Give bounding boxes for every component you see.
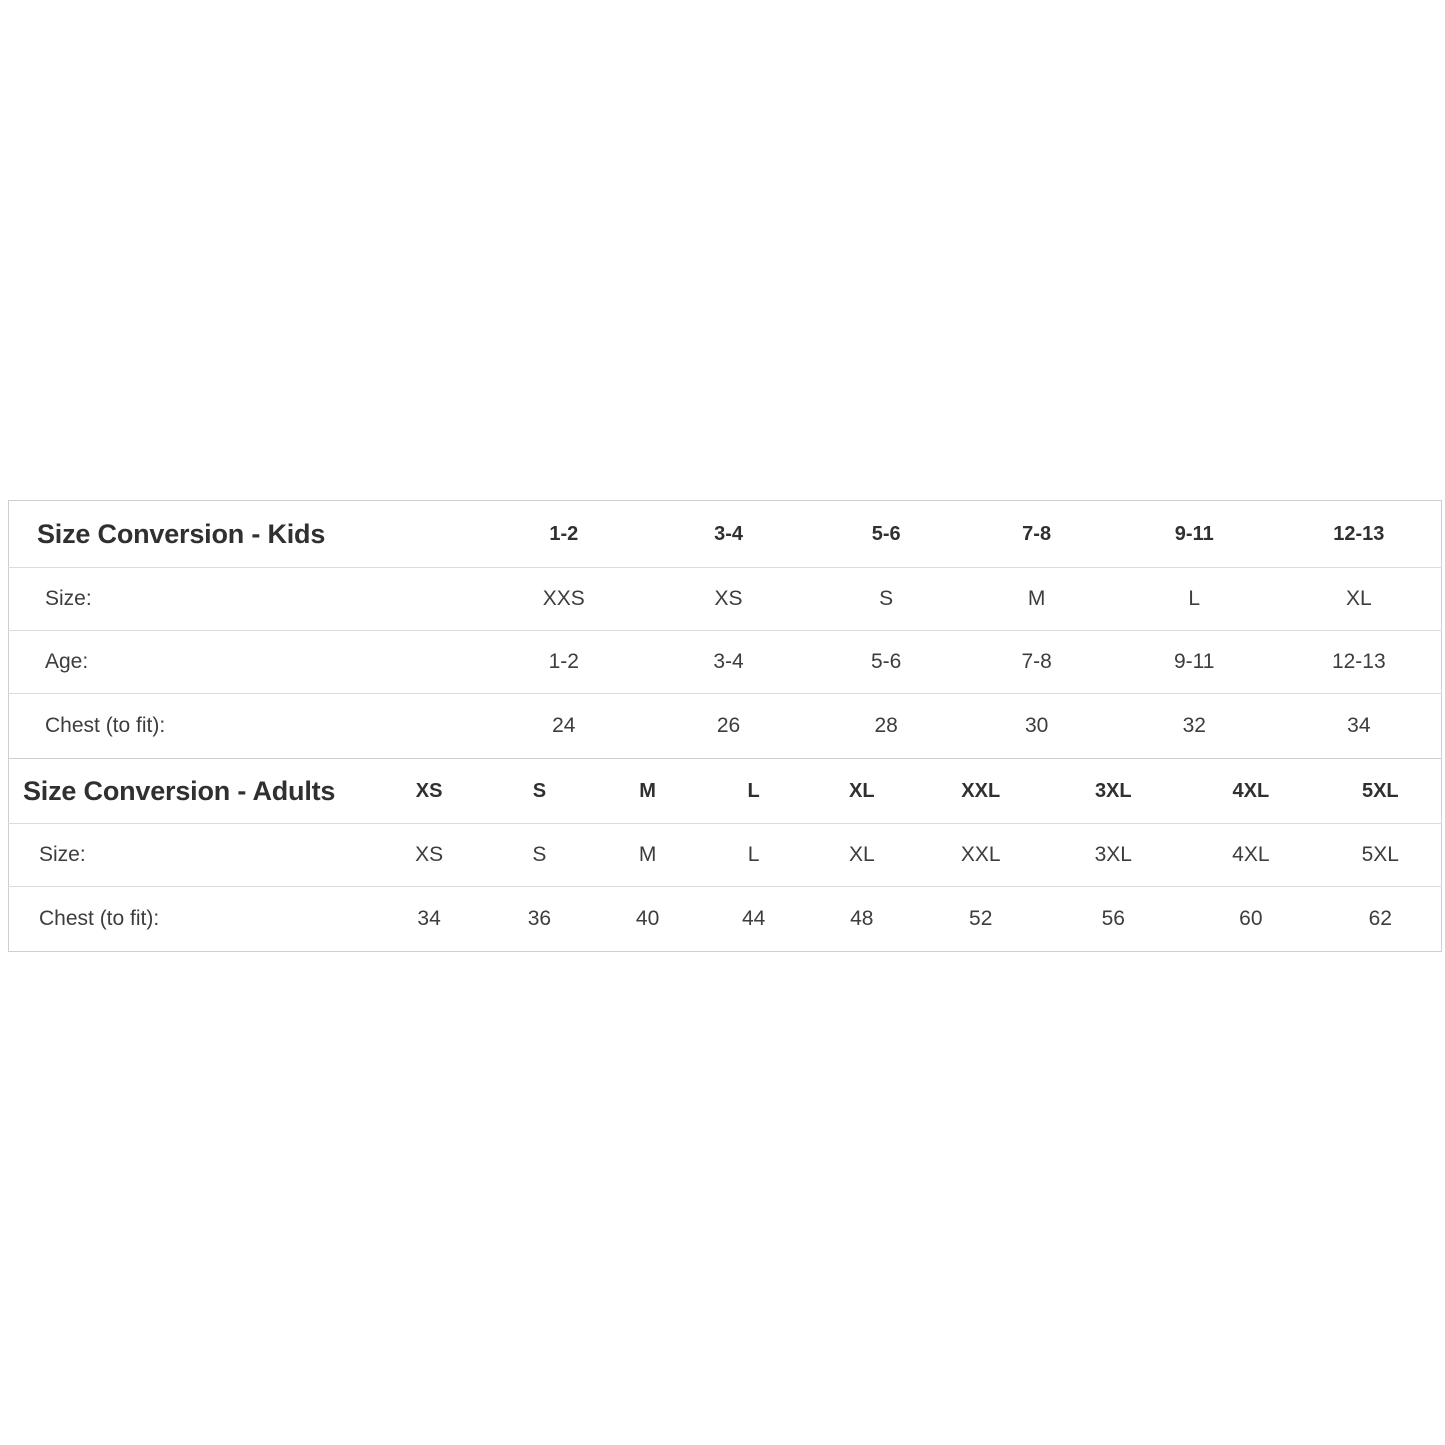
kids-cell: 7-8 [961, 631, 1111, 694]
kids-header-row [9, 501, 1442, 568]
adults-cell: 44 [701, 887, 807, 952]
kids-header-cell: 7-8 [1022, 522, 1052, 545]
kids-row-label: Chest (to fit): [9, 694, 482, 759]
adults-cell: 3XL [1045, 824, 1183, 887]
kids-row-label: Age: [9, 631, 482, 694]
kids-cell: XL [1277, 568, 1442, 631]
adults-header-cell: 3XL [1094, 779, 1132, 802]
adults-cell: 5XL [1320, 824, 1442, 887]
adults-cell: 40 [595, 887, 701, 952]
table-row [9, 694, 1442, 759]
table-row [9, 631, 1442, 694]
kids-cell: 34 [1277, 694, 1442, 759]
kids-cell: 3-4 [646, 631, 811, 694]
adults-cell: XL [807, 824, 917, 887]
table-row [9, 824, 1442, 887]
kids-size-table [8, 500, 1442, 759]
kids-cell: 32 [1112, 694, 1277, 759]
table-row [9, 887, 1442, 952]
kids-cell: 1-2 [481, 631, 646, 694]
size-tables-container [8, 500, 1442, 952]
adults-row-label: Size: [9, 824, 374, 887]
kids-header-cell: 9-11 [1174, 522, 1214, 545]
adults-header-cell: 5XL [1361, 779, 1399, 802]
kids-table-title: Size Conversion - Kids [37, 518, 326, 549]
kids-row-label: Size: [9, 568, 482, 631]
kids-header-cell: 1-2 [549, 522, 579, 545]
kids-cell: 26 [646, 694, 811, 759]
kids-header-cell: 12-13 [1333, 522, 1385, 545]
kids-header-cell: 3-4 [714, 522, 744, 545]
kids-cell: S [811, 568, 961, 631]
kids-cell: 5-6 [811, 631, 961, 694]
adults-cell: 52 [917, 887, 1045, 952]
adults-header-cell: M [639, 779, 656, 802]
kids-cell: 9-11 [1112, 631, 1277, 694]
kids-cell: 12-13 [1277, 631, 1442, 694]
table-row [9, 568, 1442, 631]
adults-cell: S [484, 824, 594, 887]
adults-cell: 36 [484, 887, 594, 952]
adults-header-cell: 4XL [1232, 779, 1270, 802]
adults-header-cell: XS [415, 779, 443, 802]
adults-cell: L [701, 824, 807, 887]
adults-table-title: Size Conversion - Adults [23, 775, 336, 806]
adults-cell: 48 [807, 887, 917, 952]
adults-header-cell: S [532, 779, 547, 802]
adults-cell: 56 [1045, 887, 1183, 952]
adults-cell: 34 [374, 887, 484, 952]
adults-header-cell: XXL [961, 779, 1001, 802]
adults-cell: 60 [1182, 887, 1320, 952]
kids-cell: 30 [961, 694, 1111, 759]
kids-cell: M [961, 568, 1111, 631]
kids-cell: L [1112, 568, 1277, 631]
kids-cell: 28 [811, 694, 961, 759]
adults-header-cell: XL [849, 779, 875, 802]
adults-cell: M [595, 824, 701, 887]
kids-cell: XS [646, 568, 811, 631]
adults-cell: 4XL [1182, 824, 1320, 887]
kids-cell: 24 [481, 694, 646, 759]
adults-cell: XXL [917, 824, 1045, 887]
kids-cell: XXS [481, 568, 646, 631]
adults-row-label: Chest (to fit): [9, 887, 374, 952]
adults-header-row [9, 759, 1442, 824]
adults-header-cell: L [747, 779, 760, 802]
kids-header-cell: 5-6 [871, 522, 901, 545]
adults-cell: 62 [1320, 887, 1442, 952]
adults-size-table [8, 759, 1442, 952]
adults-cell: XS [374, 824, 484, 887]
